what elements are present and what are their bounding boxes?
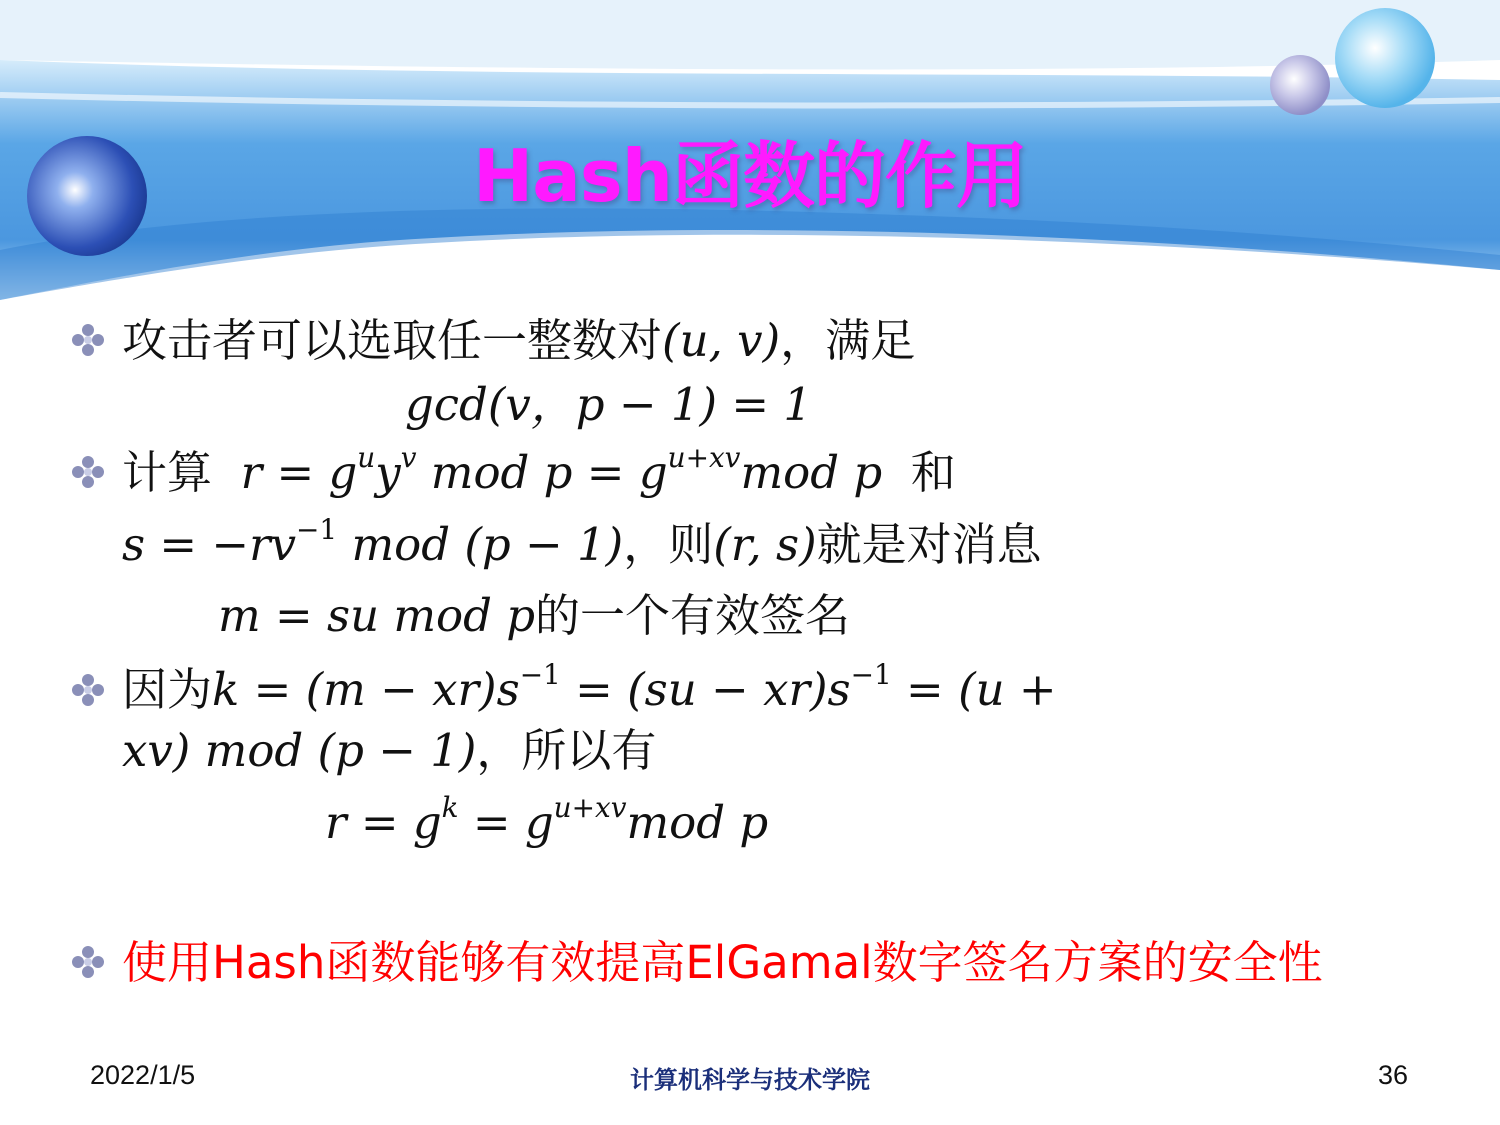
bullet-2 bbox=[122, 441, 956, 499]
m-expression: m = su mod p bbox=[218, 589, 536, 642]
g-power: $g^{u+xv}$ bbox=[638, 441, 741, 499]
s-expression: $s = -rv^{-1}$ bbox=[122, 513, 338, 571]
g-u-y-v: $g^uy^v$ bbox=[328, 441, 417, 499]
bullet-2-continued-2 bbox=[218, 589, 851, 642]
therefore-text: ，所以有 bbox=[476, 724, 657, 777]
pair-rs: (r, s) bbox=[713, 518, 817, 571]
conclusion-text: 使用Hash函数能够有效提高ElGamal数字签名方案的安全性 bbox=[122, 936, 1323, 989]
bullet-1-pair: (u, v) bbox=[662, 314, 781, 367]
equals: = bbox=[586, 446, 625, 499]
equals: = bbox=[276, 446, 315, 499]
k-derivation: $k = (m - xr)s^{-1} = (su - xr)s^{-1} = (u$ + bbox=[212, 658, 1057, 716]
bullet-3 bbox=[122, 658, 1057, 716]
footer-date: 2022/1/5 bbox=[90, 1060, 196, 1090]
diamond-bullet-icon bbox=[68, 670, 108, 710]
diamond-bullet-icon bbox=[68, 942, 108, 982]
footer-institution: 计算机科学与技术学院 bbox=[630, 1065, 870, 1094]
because-text: 因为 bbox=[122, 663, 213, 716]
bullet-1-tail: ，满足 bbox=[780, 314, 916, 367]
xv-mod-expression: xv) mod (p − 1) bbox=[122, 724, 477, 777]
page-number: 36 bbox=[1378, 1060, 1409, 1090]
bullet-2-continued bbox=[122, 513, 1042, 571]
and-text: 和 bbox=[910, 446, 956, 499]
bullet-2-text: 计算 bbox=[122, 446, 213, 499]
bullet-3-continued bbox=[122, 724, 657, 777]
bullet-1-text: 攻击者可以选取任一整数对 bbox=[122, 314, 663, 367]
gcd-formula: gcd(v，p − 1) = 1 bbox=[405, 378, 813, 431]
bullet-2-tail: 就是对消息 bbox=[816, 518, 1042, 571]
mod-p: mod p bbox=[740, 446, 883, 499]
diamond-bullet-icon bbox=[68, 320, 108, 360]
mod-p-minus-1: mod (p − 1) bbox=[351, 518, 624, 571]
diamond-bullet-icon bbox=[68, 452, 108, 492]
then-text: ，则 bbox=[623, 518, 714, 571]
r-formula: $r = g^k = g^{u+xv}mod$ p bbox=[325, 791, 769, 849]
page-title: Hash函数的作用 bbox=[473, 134, 1027, 218]
var-r: r bbox=[240, 446, 263, 499]
bullet-1 bbox=[122, 314, 916, 367]
valid-signature-text: 的一个有效签名 bbox=[535, 589, 851, 642]
mod-p: mod p bbox=[430, 446, 573, 499]
